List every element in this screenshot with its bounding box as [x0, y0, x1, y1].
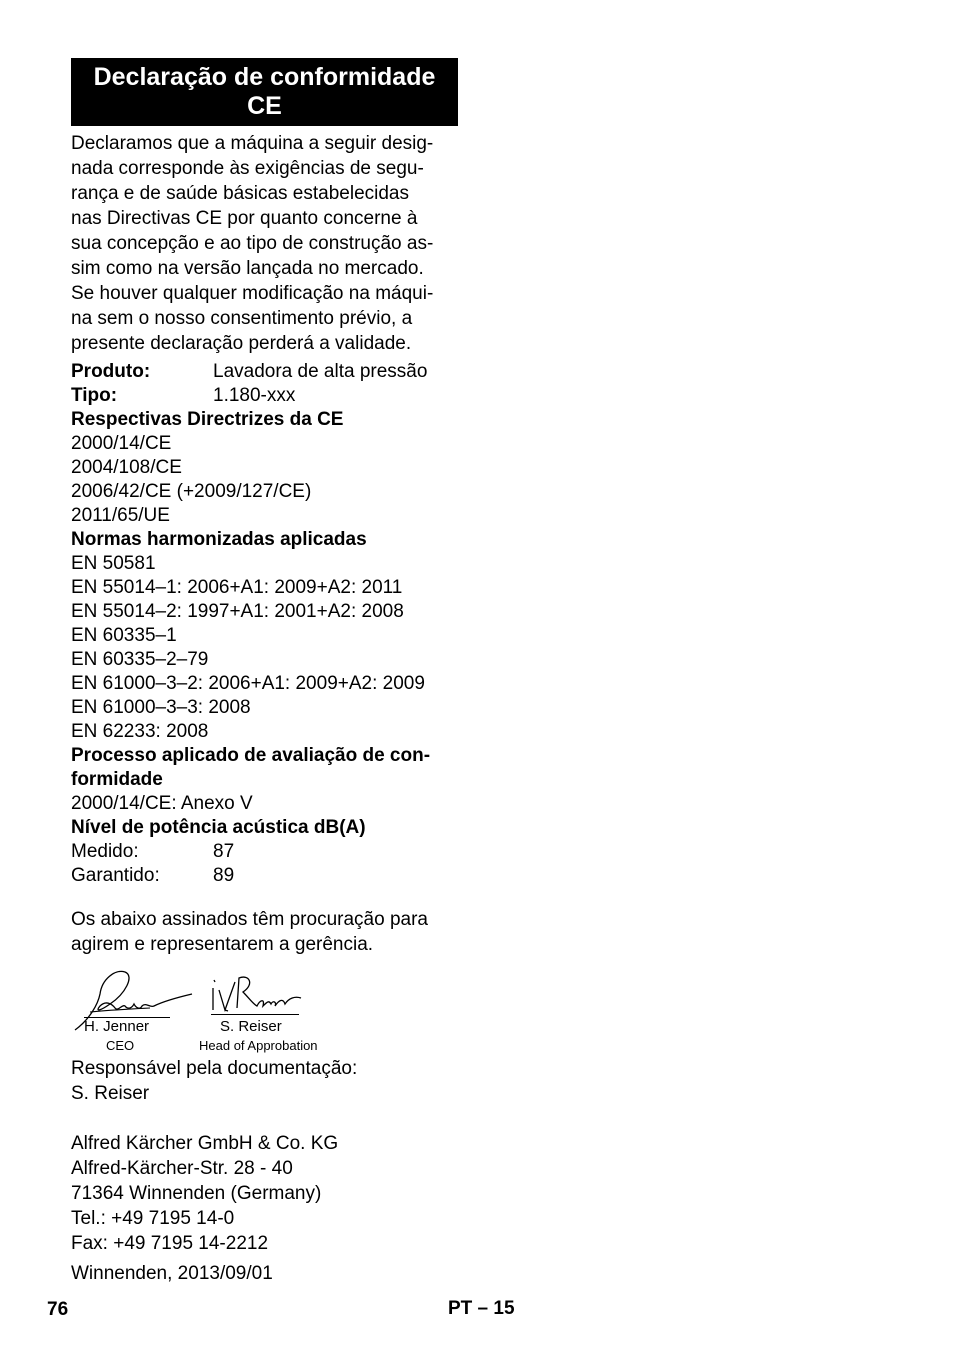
signers-line: agirem e representarem a gerência. [71, 934, 374, 955]
directive-item: 2006/42/CE (+2009/127/CE) [71, 481, 312, 502]
assessment-value: 2000/14/CE: Anexo V [71, 793, 253, 814]
page-number: 76 [47, 1299, 69, 1320]
type-value: 1.180-xxx [213, 385, 296, 406]
intro-line: Se houver qualquer modificação na máqui- [71, 283, 434, 304]
directives-heading: Respectivas Directrizes da CE [71, 409, 344, 430]
signers-line: Os abaixo assinados têm procuração para [71, 909, 428, 930]
directive-item: 2004/108/CE [71, 457, 182, 478]
assessment-heading-line-2: formidade [71, 769, 163, 790]
product-value: Lavadora de alta pressão [213, 361, 428, 382]
standard-item: EN 55014–1: 2006+A1: 2009+A2: 2011 [71, 577, 403, 598]
type-label: Tipo: [71, 385, 118, 406]
standard-item: EN 61000–3–2: 2006+A1: 2009+A2: 2009 [71, 673, 425, 694]
standard-item: EN 55014–2: 1997+A1: 2001+A2: 2008 [71, 601, 404, 622]
address-line: Alfred-Kärcher-Str. 28 - 40 [71, 1158, 293, 1179]
intro-line: sua concepção e ao tipo de construção as- [71, 233, 434, 254]
intro-line: na sem o nosso consentimento prévio, a [71, 308, 413, 329]
standard-item: EN 60335–2–79 [71, 649, 209, 670]
signer-name: H. Jenner [84, 1018, 150, 1035]
signer-name: S. Reiser [220, 1018, 282, 1035]
language-page-label: PT – 15 [448, 1298, 515, 1319]
intro-line: rança e de saúde básicas estabelecidas [71, 183, 410, 204]
title-line-2: CE [247, 92, 282, 120]
assessment-heading-line-1: Processo aplicado de avaliação de con- [71, 745, 431, 766]
standard-item: EN 60335–1 [71, 625, 177, 646]
page-title [71, 58, 458, 126]
noise-guaranteed-value: 89 [213, 865, 235, 886]
address-line: Fax: +49 7195 14-2212 [71, 1233, 269, 1254]
address-line: Alfred Kärcher GmbH & Co. KG [71, 1133, 339, 1154]
product-label: Produto: [71, 361, 151, 382]
standard-item: EN 50581 [71, 553, 156, 574]
noise-measured-label: Medido: [71, 841, 139, 862]
standard-item: EN 62233: 2008 [71, 721, 209, 742]
product-row [71, 360, 461, 384]
standard-item: EN 61000–3–3: 2008 [71, 697, 251, 718]
address-line: Tel.: +49 7195 14-0 [71, 1208, 235, 1229]
noise-measured-row [71, 840, 461, 864]
signers-statement [71, 907, 461, 957]
intro-line: nada corresponde às exigências de segu- [71, 158, 424, 179]
address-line: 71364 Winnenden (Germany) [71, 1183, 322, 1204]
signer-role: CEO [106, 1038, 135, 1053]
intro-line: nas Directivas CE por quanto concerne à [71, 208, 418, 229]
title-line-1: Declaração de conformidade [93, 63, 436, 91]
intro-paragraph [71, 131, 461, 356]
responsible-name: S. Reiser [71, 1083, 150, 1104]
responsible-label: Responsável pela documentação: [71, 1058, 358, 1079]
noise-guaranteed-label: Garantido: [71, 865, 160, 886]
specifications [71, 360, 461, 888]
noise-guaranteed-row [71, 864, 461, 888]
intro-line: presente declaração perderá a validade. [71, 333, 412, 354]
responsible-block [71, 1056, 461, 1106]
signature-line [211, 1014, 299, 1015]
noise-heading: Nível de potência acústica dB(A) [71, 817, 366, 838]
company-address [71, 1131, 461, 1256]
intro-line: sim como na versão lançada no mercado. [71, 258, 424, 279]
noise-measured-value: 87 [213, 841, 235, 862]
place-date: Winnenden, 2013/09/01 [71, 1263, 273, 1284]
intro-line: Declaramos que a máquina a seguir desig- [71, 133, 434, 154]
signer-role: Head of Approbation [199, 1038, 318, 1053]
signature-reiser [205, 970, 305, 1016]
type-row [71, 384, 461, 408]
directive-item: 2011/65/UE [71, 505, 170, 526]
standards-heading: Normas harmonizadas aplicadas [71, 529, 367, 550]
directive-item: 2000/14/CE [71, 433, 172, 454]
